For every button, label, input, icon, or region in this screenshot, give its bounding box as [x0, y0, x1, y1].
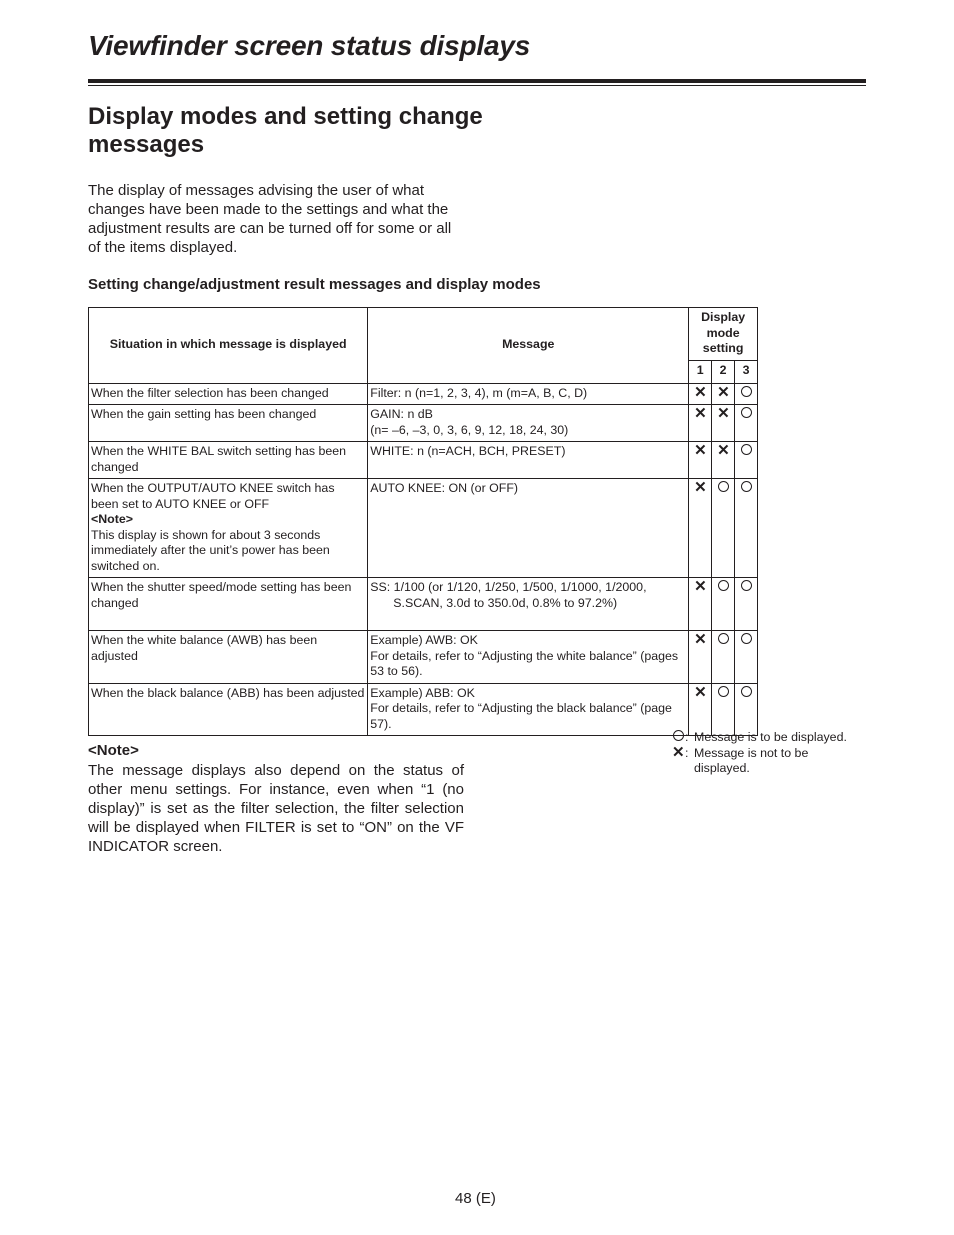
symbol-legend [671, 730, 861, 777]
mode-mark: ✕ [694, 683, 707, 701]
mode-mark: ✕ [694, 442, 707, 459]
mode-3-cell [735, 405, 758, 442]
legend-text: Message is to be displayed. [694, 730, 847, 744]
mode-3-cell [735, 578, 758, 631]
page-number: 48 (E) [455, 1190, 496, 1207]
mode-mark [741, 386, 752, 397]
mode-3-cell [735, 683, 758, 736]
situation-text: When the gain setting has been changed [91, 407, 317, 421]
mode-2-cell [712, 578, 735, 631]
mode-mark [741, 481, 752, 492]
mode-1-cell [689, 479, 712, 578]
message-text: SS: 1/100 (or 1/120, 1/250, 1/500, 1/1000, 1/2000, [370, 580, 647, 594]
legend-item-not-displayed [671, 743, 861, 777]
mode-2-cell [712, 479, 735, 578]
mode-2-cell [712, 383, 735, 405]
situation-cell [89, 383, 368, 405]
table-header-row [89, 308, 758, 361]
message-text: WHITE: n (n=ACH, BCH, PRESET) [370, 444, 566, 458]
intro-paragraph: The display of messages advising the user of what changes have been made to the settings and what the adjustment results are can be turned off for some or all of the items displayed. [88, 182, 452, 256]
header-situation: Situation in which message is displayed [89, 308, 368, 384]
legend-item-displayed [671, 730, 861, 746]
message-text: Example) ABB: OK [370, 685, 475, 700]
mode-2-cell [712, 442, 735, 479]
title-rule-thin [88, 85, 866, 86]
note-paragraph: The message displays also depend on the status of other menu settings. For instance, even when “1 (no display)” is set as the filter selection, the filter selection will be displayed when FILTER is set to “ON” on the VF INDICATOR screen. [88, 762, 464, 855]
cross-icon [671, 743, 685, 762]
table-heading: Setting change/adjustment result messages and display modes [88, 276, 541, 293]
mode-mark [718, 686, 729, 697]
mode-mark [741, 580, 752, 591]
mode-2-cell [712, 631, 735, 684]
table-row [89, 479, 758, 578]
situation-cell [89, 405, 368, 442]
title-rule-thick [88, 79, 866, 83]
mode-mark: ✕ [694, 405, 707, 422]
legend-mark: ✕ [672, 743, 685, 761]
situation-text: When the white balance (AWB) has been adjusted [91, 633, 318, 663]
situation-note-label: <Note> [91, 512, 134, 526]
header-mode-1: 1 [689, 360, 712, 383]
header-mode-2: 2 [712, 360, 735, 383]
message-text: S.SCAN, 3.0d to 350.0d, 0.8% to 97.2%) [393, 595, 618, 610]
mode-mark [741, 444, 752, 455]
mode-2-cell [712, 683, 735, 736]
header-message: Message [368, 308, 689, 384]
mode-1-cell [689, 683, 712, 736]
section-title: Display modes and setting change messages [88, 103, 483, 158]
mode-3-cell [735, 442, 758, 479]
table-row [89, 383, 758, 405]
mode-mark: ✕ [694, 479, 707, 496]
message-cell [368, 578, 689, 631]
mode-mark: ✕ [717, 405, 730, 422]
legend-colon: : [685, 745, 689, 760]
situation-cell [89, 683, 368, 736]
mode-mark [741, 686, 752, 697]
mode-1-cell [689, 631, 712, 684]
legend-text: Message is not to be displayed. [694, 745, 809, 775]
mode-2-cell [712, 405, 735, 442]
legend-colon: : [685, 730, 689, 744]
message-cell [368, 683, 689, 736]
page-title: Viewfinder screen status displays [88, 30, 531, 61]
mode-mark: ✕ [717, 442, 730, 459]
message-text: AUTO KNEE: ON (or OFF) [370, 481, 519, 495]
message-text: For details, refer to “Adjusting the white balance” (pages 53 to 56). [370, 648, 679, 678]
situation-text: When the WHITE BAL switch setting has been changed [91, 444, 347, 474]
situation-text: When the filter selection has been changed [91, 385, 329, 400]
situation-note-text: This display is shown for about 3 seconds immediately after the unit’s power has been switched on. [91, 527, 330, 573]
mode-mark [741, 633, 752, 644]
situation-text: When the black balance (ABB) has been adjusted [91, 685, 365, 700]
mode-mark [718, 580, 729, 591]
table-row [89, 442, 758, 479]
mode-3-cell [735, 479, 758, 578]
mode-1-cell [689, 405, 712, 442]
mode-3-cell [735, 383, 758, 405]
header-display-mode: Display mode setting [689, 308, 758, 361]
message-text: (n= –6, –3, 0, 3, 6, 9, 12, 18, 24, 30) [370, 422, 569, 437]
message-text: GAIN: n dB [370, 407, 433, 421]
situation-cell [89, 442, 368, 479]
mode-mark: ✕ [694, 383, 707, 401]
message-text: Example) AWB: OK [370, 633, 478, 647]
table-row [89, 578, 758, 631]
table-row [89, 405, 758, 442]
mode-mark [718, 633, 729, 644]
mode-mark: ✕ [717, 383, 730, 401]
situation-text: When the OUTPUT/AUTO KNEE switch has been set to AUTO KNEE or OFF [91, 481, 335, 511]
note-label: <Note> [88, 742, 139, 759]
message-cell [368, 383, 689, 405]
header-mode-3: 3 [735, 360, 758, 383]
message-cell [368, 479, 689, 578]
mode-mark [741, 407, 752, 418]
mode-1-cell [689, 383, 712, 405]
mode-mark: ✕ [694, 578, 707, 595]
message-cell [368, 442, 689, 479]
message-cell [368, 631, 689, 684]
mode-mark: ✕ [694, 631, 707, 648]
legend-mark [673, 730, 684, 741]
table-row [89, 631, 758, 684]
mode-mark [718, 481, 729, 492]
situation-text: When the shutter speed/mode setting has been changed [91, 580, 352, 610]
message-cell [368, 405, 689, 442]
situation-cell [89, 479, 368, 578]
situation-cell [89, 631, 368, 684]
mode-1-cell [689, 578, 712, 631]
message-text: For details, refer to “Adjusting the black balance” (page 57). [370, 701, 672, 731]
message-text: Filter: n (n=1, 2, 3, 4), m (m=A, B, C, D) [370, 385, 588, 400]
situation-cell [89, 578, 368, 631]
display-modes-table [88, 307, 758, 736]
mode-1-cell [689, 442, 712, 479]
table-row [89, 683, 758, 736]
mode-3-cell [735, 631, 758, 684]
